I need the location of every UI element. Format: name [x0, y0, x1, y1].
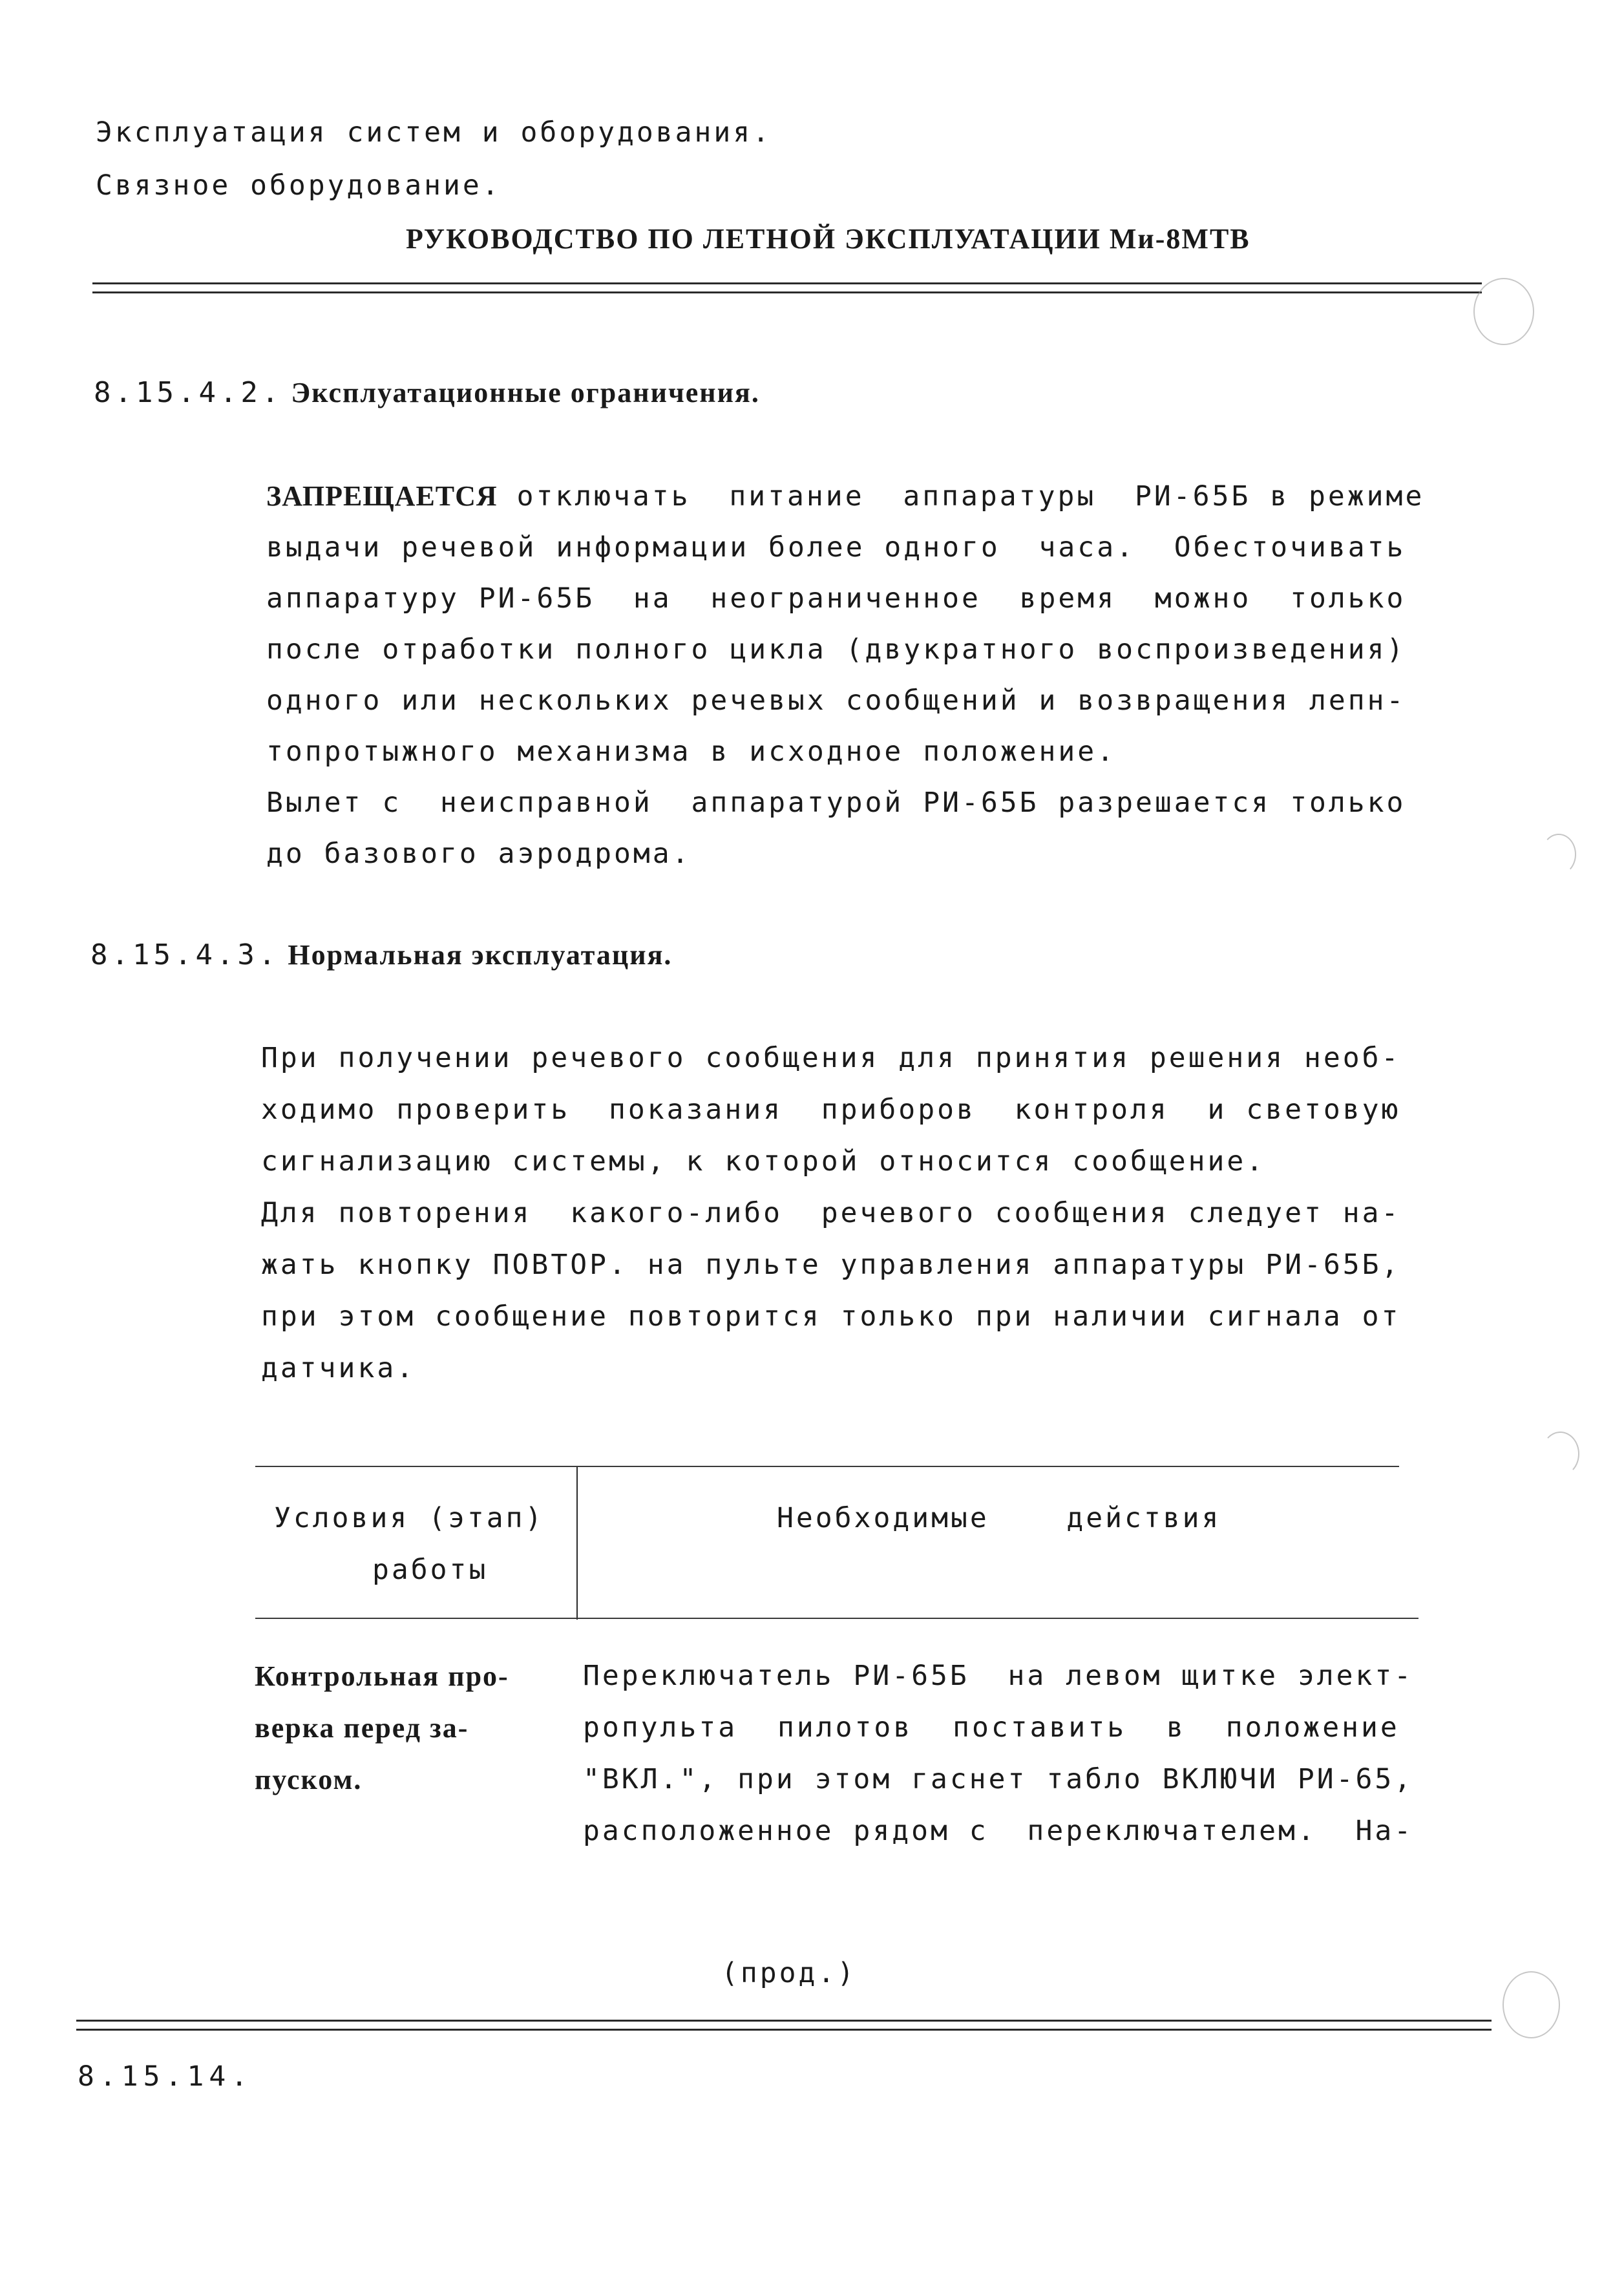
punch-hole-bottom: [1503, 1971, 1560, 2038]
prohibited-keyword: ЗАПРЕЩАЕТСЯ: [266, 480, 498, 512]
table-col1-header-line-1: Условия (этап): [274, 1502, 545, 1534]
limits-p1-line-2: выдачи речевой информации более одного часа. Обесточивать: [266, 531, 1406, 564]
manual-title: РУКОВОДСТВО ПО ЛЕТНОЙ ЭКСПЛУАТАЦИИ Ми-8МТВ: [406, 223, 1250, 255]
table-row1-condition-line-3: пуском.: [255, 1764, 363, 1795]
limits-p2-line-1: Вылет с неисправной аппаратурой РИ-65Б разрешается только: [266, 787, 1406, 819]
punch-hole-top: [1473, 278, 1534, 345]
footer-rule-top: [76, 2020, 1492, 2022]
normal-p1-line-2: ходимо проверить показания приборов контроля и световую: [261, 1094, 1401, 1126]
limits-p1-line-6: топротыжного механизма в исходное положение.: [266, 735, 1117, 768]
table-row1-condition-line-1: Контрольная про-: [255, 1660, 509, 1692]
table-row1-condition-line-2: верка перед за-: [255, 1712, 469, 1744]
section-limits-number: 8.15.4.2.: [94, 376, 283, 409]
normal-p2-line-1: Для повторения какого-либо речевого сообщения следует на-: [261, 1197, 1401, 1229]
table-row1-action-line-4: расположенное рядом с переключателем. На-: [583, 1815, 1414, 1847]
continued-marker: (прод.): [721, 1957, 857, 1989]
punch-hole-mid-2: [1541, 1432, 1579, 1476]
table-top-rule: [255, 1466, 1399, 1467]
section-normal-title: Нормальная эксплуатация.: [288, 939, 673, 971]
table-col2-header: Необходимые действия: [777, 1502, 1221, 1534]
limits-p1-line-1-rest: отключать питание аппаратуры РИ-65Б в режиме: [516, 480, 1425, 513]
normal-p2-line-4: датчика.: [261, 1352, 416, 1384]
section-limits-title: Эксплуатационные ограничения.: [291, 377, 760, 408]
header-rule-top: [92, 282, 1482, 284]
header-rule-bottom: [92, 291, 1482, 293]
normal-p2-line-2: жать кнопку ПОВТОР. на пульте управления аппаратуры РИ-65Б,: [261, 1249, 1401, 1281]
table-column-divider: [576, 1467, 578, 1620]
page-number: 8.15.14.: [78, 2060, 253, 2093]
table-row1-action-line-3: "ВКЛ.", при этом гаснет табло ВКЛЮЧИ РИ-65,: [583, 1763, 1414, 1795]
table-row1-action-line-1: Переключатель РИ-65Б на левом щитке элект-: [583, 1660, 1414, 1692]
section-normal-heading: [90, 938, 672, 971]
limits-p1-line-3: аппаратуру РИ-65Б на неограниченное время можно только: [266, 582, 1406, 615]
footer-rule-bottom: [76, 2029, 1492, 2031]
limits-p1-line-1: [266, 480, 1424, 513]
header-line-1: Эксплуатация систем и оборудования.: [96, 116, 772, 149]
section-normal-number: 8.15.4.3.: [90, 938, 280, 971]
limits-p1-line-5: одного или нескольких речевых сообщений и возвращения лепн-: [266, 684, 1406, 717]
normal-p1-line-3: сигнализацию системы, к которой относится сообщение.: [261, 1145, 1266, 1178]
normal-p1-line-1: При получении речевого сообщения для принятия решения необ-: [261, 1042, 1401, 1074]
limits-p2-line-2: до базового аэродрома.: [266, 838, 691, 870]
table-col1-header-line-2: работы: [372, 1554, 489, 1586]
punch-hole-mid-1: [1541, 834, 1576, 875]
table-header-rule: [255, 1618, 1418, 1619]
table-row1-action-line-2: ропульта пилотов поставить в положение: [583, 1711, 1400, 1744]
normal-p2-line-3: при этом сообщение повторится только при наличии сигнала от: [261, 1300, 1401, 1333]
section-limits-heading: [94, 376, 760, 409]
header-line-2: Связное оборудование.: [96, 169, 501, 202]
limits-p1-line-4: после отработки полного цикла (двукратного воспроизведения): [266, 633, 1406, 666]
